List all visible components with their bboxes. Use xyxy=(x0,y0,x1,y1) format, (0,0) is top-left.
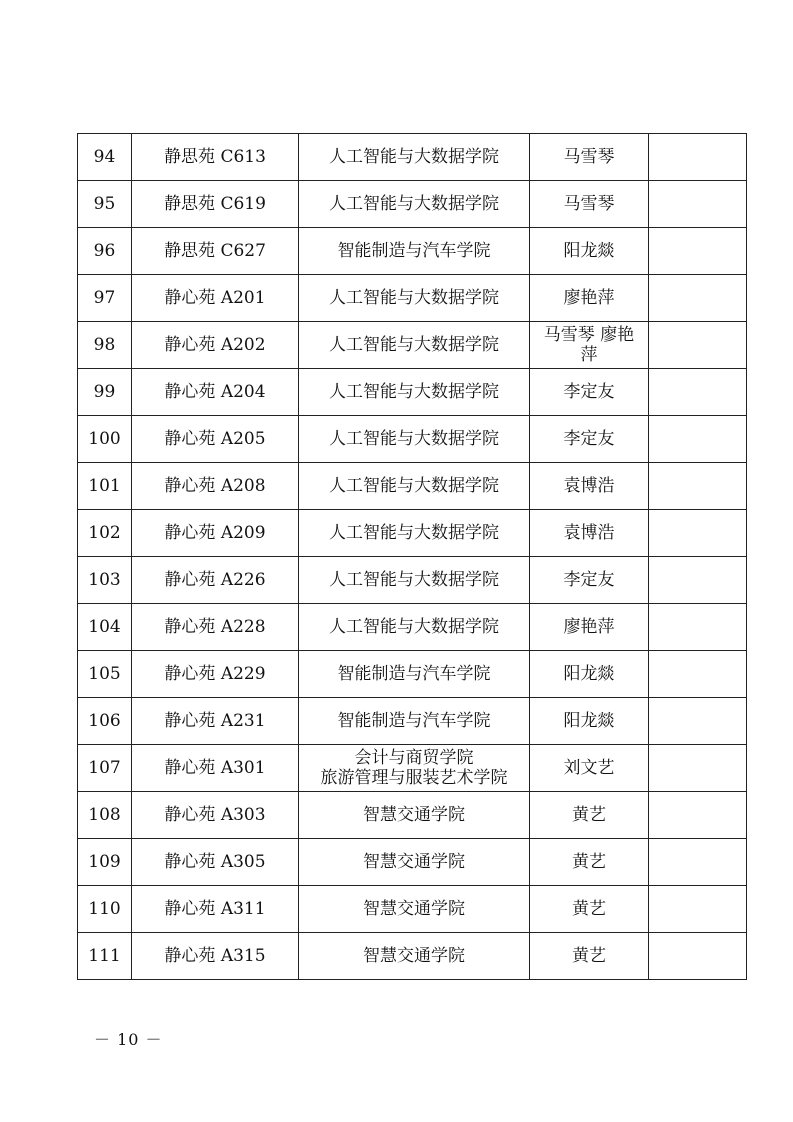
person-in-charge-cell-line: 马雪琴 廖艳 xyxy=(543,325,635,345)
row-number-cell: 94 xyxy=(78,134,132,181)
table-row xyxy=(78,839,747,886)
college-cell-line: 智慧交通学院 xyxy=(363,946,465,966)
college-cell xyxy=(299,416,530,463)
table-row xyxy=(78,181,747,228)
note-cell xyxy=(649,181,747,228)
person-in-charge-cell-line: 阳龙燚 xyxy=(563,664,615,684)
college-cell xyxy=(299,369,530,416)
person-in-charge-cell-line: 马雪琴 xyxy=(563,194,615,214)
room-cell: 静思苑 C627 xyxy=(132,228,299,275)
college-cell xyxy=(299,557,530,604)
note-cell xyxy=(649,322,747,369)
person-in-charge-cell xyxy=(530,228,649,275)
note-cell xyxy=(649,557,747,604)
person-in-charge-cell-line: 李定友 xyxy=(563,382,615,402)
room-cell: 静心苑 A201 xyxy=(132,275,299,322)
college-cell xyxy=(299,322,530,369)
person-in-charge-cell xyxy=(530,886,649,933)
person-in-charge-cell xyxy=(530,604,649,651)
college-cell xyxy=(299,134,530,181)
table-row xyxy=(78,792,747,839)
row-number-cell: 107 xyxy=(78,745,132,792)
college-cell-line: 人工智能与大数据学院 xyxy=(329,335,499,355)
college-cell-line: 人工智能与大数据学院 xyxy=(329,570,499,590)
note-cell xyxy=(649,651,747,698)
note-cell xyxy=(649,134,747,181)
college-cell xyxy=(299,933,530,980)
college-cell-line: 旅游管理与服装艺术学院 xyxy=(320,768,508,788)
person-in-charge-cell-line: 廖艳萍 xyxy=(563,617,615,637)
person-in-charge-cell-line: 马雪琴 xyxy=(563,147,615,167)
person-in-charge-cell-line: 黄艺 xyxy=(572,805,606,825)
person-in-charge-cell-line: 黄艺 xyxy=(572,899,606,919)
person-in-charge-cell-line: 萍 xyxy=(580,345,598,365)
row-number-cell: 109 xyxy=(78,839,132,886)
room-cell: 静心苑 A305 xyxy=(132,839,299,886)
room-cell: 静心苑 A229 xyxy=(132,651,299,698)
row-number-cell: 99 xyxy=(78,369,132,416)
table-row xyxy=(78,228,747,275)
person-in-charge-cell-line: 李定友 xyxy=(563,429,615,449)
table-row xyxy=(78,933,747,980)
college-cell xyxy=(299,510,530,557)
table-row xyxy=(78,322,747,369)
college-cell-line: 人工智能与大数据学院 xyxy=(329,429,499,449)
person-in-charge-cell-line: 刘文艺 xyxy=(563,758,615,778)
row-number-cell: 104 xyxy=(78,604,132,651)
note-cell xyxy=(649,463,747,510)
row-number-cell: 106 xyxy=(78,698,132,745)
room-cell: 静心苑 A231 xyxy=(132,698,299,745)
table-row xyxy=(78,369,747,416)
table-row xyxy=(78,275,747,322)
room-cell: 静心苑 A311 xyxy=(132,886,299,933)
person-in-charge-cell xyxy=(530,792,649,839)
note-cell xyxy=(649,275,747,322)
row-number-cell: 100 xyxy=(78,416,132,463)
note-cell xyxy=(649,792,747,839)
college-cell-line: 人工智能与大数据学院 xyxy=(329,617,499,637)
room-cell: 静心苑 A315 xyxy=(132,933,299,980)
college-cell-line: 会计与商贸学院 xyxy=(354,748,474,768)
person-in-charge-cell-line: 黄艺 xyxy=(572,946,606,966)
college-cell-line: 人工智能与大数据学院 xyxy=(329,147,499,167)
person-in-charge-cell-line: 阳龙燚 xyxy=(563,711,615,731)
table-row xyxy=(78,463,747,510)
room-cell: 静心苑 A204 xyxy=(132,369,299,416)
room-cell: 静心苑 A208 xyxy=(132,463,299,510)
note-cell xyxy=(649,510,747,557)
college-cell-line: 智慧交通学院 xyxy=(363,852,465,872)
row-number-cell: 103 xyxy=(78,557,132,604)
table-row xyxy=(78,651,747,698)
college-cell-line: 人工智能与大数据学院 xyxy=(329,194,499,214)
note-cell xyxy=(649,604,747,651)
person-in-charge-cell-line: 黄艺 xyxy=(572,852,606,872)
note-cell xyxy=(649,839,747,886)
person-in-charge-cell xyxy=(530,510,649,557)
person-in-charge-cell-line: 李定友 xyxy=(563,570,615,590)
room-cell: 静思苑 C619 xyxy=(132,181,299,228)
room-cell: 静心苑 A226 xyxy=(132,557,299,604)
table-row xyxy=(78,604,747,651)
person-in-charge-cell xyxy=(530,322,649,369)
room-cell: 静心苑 A205 xyxy=(132,416,299,463)
person-in-charge-cell xyxy=(530,698,649,745)
person-in-charge-cell xyxy=(530,745,649,792)
person-in-charge-cell xyxy=(530,557,649,604)
college-cell xyxy=(299,886,530,933)
row-number-cell: 96 xyxy=(78,228,132,275)
dormitory-assignment-table xyxy=(77,133,747,980)
college-cell xyxy=(299,698,530,745)
row-number-cell: 110 xyxy=(78,886,132,933)
college-cell xyxy=(299,275,530,322)
person-in-charge-cell-line: 廖艳萍 xyxy=(563,288,615,308)
table-row xyxy=(78,698,747,745)
room-cell: 静思苑 C613 xyxy=(132,134,299,181)
person-in-charge-cell xyxy=(530,275,649,322)
person-in-charge-cell xyxy=(530,134,649,181)
college-cell-line: 人工智能与大数据学院 xyxy=(329,382,499,402)
table-row xyxy=(78,510,747,557)
room-cell: 静心苑 A228 xyxy=(132,604,299,651)
note-cell xyxy=(649,369,747,416)
table-row xyxy=(78,886,747,933)
row-number-cell: 111 xyxy=(78,933,132,980)
college-cell xyxy=(299,839,530,886)
college-cell-line: 智能制造与汽车学院 xyxy=(337,241,491,261)
row-number-cell: 95 xyxy=(78,181,132,228)
row-number-cell: 101 xyxy=(78,463,132,510)
college-cell xyxy=(299,463,530,510)
college-cell-line: 人工智能与大数据学院 xyxy=(329,288,499,308)
row-number-cell: 97 xyxy=(78,275,132,322)
table-body xyxy=(78,134,747,980)
note-cell xyxy=(649,745,747,792)
college-cell xyxy=(299,181,530,228)
person-in-charge-cell xyxy=(530,933,649,980)
person-in-charge-cell xyxy=(530,369,649,416)
college-cell-line: 智能制造与汽车学院 xyxy=(337,711,491,731)
person-in-charge-cell xyxy=(530,463,649,510)
note-cell xyxy=(649,886,747,933)
college-cell-line: 智慧交通学院 xyxy=(363,899,465,919)
room-cell: 静心苑 A209 xyxy=(132,510,299,557)
page-number: － 10 － xyxy=(94,1030,163,1049)
college-cell xyxy=(299,745,530,792)
person-in-charge-cell xyxy=(530,839,649,886)
college-cell-line: 人工智能与大数据学院 xyxy=(329,523,499,543)
person-in-charge-cell xyxy=(530,651,649,698)
college-cell-line: 智慧交通学院 xyxy=(363,805,465,825)
note-cell xyxy=(649,416,747,463)
college-cell-line: 人工智能与大数据学院 xyxy=(329,476,499,496)
row-number-cell: 105 xyxy=(78,651,132,698)
college-cell-line: 智能制造与汽车学院 xyxy=(337,664,491,684)
person-in-charge-cell-line: 袁博浩 xyxy=(563,523,615,543)
row-number-cell: 102 xyxy=(78,510,132,557)
room-cell: 静心苑 A301 xyxy=(132,745,299,792)
table-row xyxy=(78,416,747,463)
college-cell xyxy=(299,228,530,275)
note-cell xyxy=(649,698,747,745)
person-in-charge-cell-line: 阳龙燚 xyxy=(563,241,615,261)
person-in-charge-cell xyxy=(530,416,649,463)
room-cell: 静心苑 A202 xyxy=(132,322,299,369)
college-cell xyxy=(299,651,530,698)
note-cell xyxy=(649,228,747,275)
person-in-charge-cell xyxy=(530,181,649,228)
table-row xyxy=(78,745,747,792)
college-cell xyxy=(299,604,530,651)
table-row xyxy=(78,557,747,604)
note-cell xyxy=(649,933,747,980)
row-number-cell: 108 xyxy=(78,792,132,839)
table-row xyxy=(78,134,747,181)
person-in-charge-cell-line: 袁博浩 xyxy=(563,476,615,496)
room-cell: 静心苑 A303 xyxy=(132,792,299,839)
college-cell xyxy=(299,792,530,839)
row-number-cell: 98 xyxy=(78,322,132,369)
